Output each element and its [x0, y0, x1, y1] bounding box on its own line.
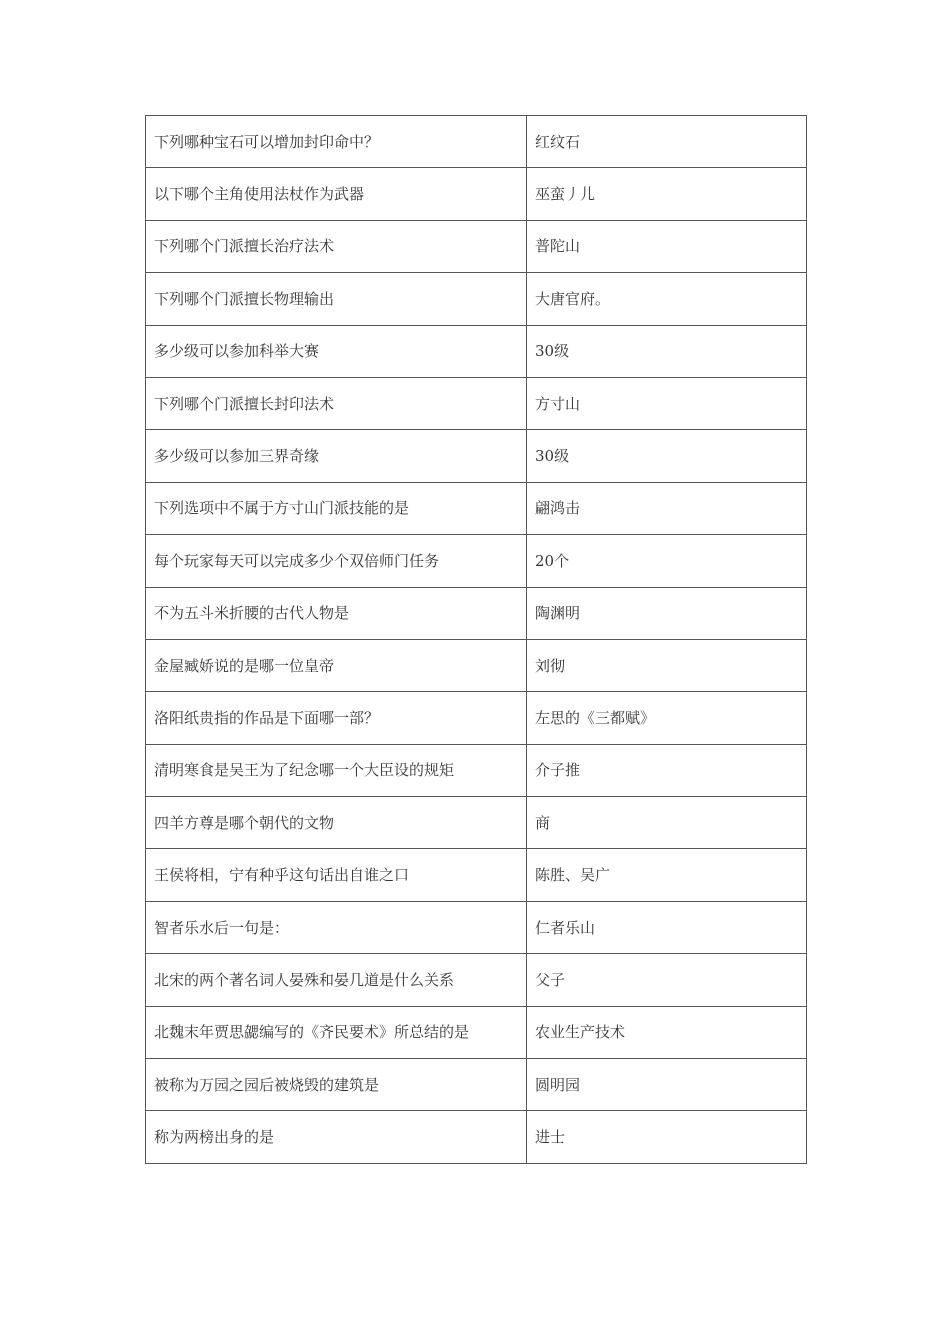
table-row	[146, 273, 807, 325]
question-cell: 下列哪种宝石可以增加封印命中？	[146, 116, 527, 168]
table-row	[146, 954, 807, 1006]
table-row	[146, 535, 807, 587]
answer-cell: 圆明园	[527, 1059, 807, 1111]
answer-cell: 陶渊明	[527, 587, 807, 639]
question-cell: 王侯将相，宁有种乎这句话出自谁之口	[146, 849, 527, 901]
question-cell: 金屋臧娇说的是哪一位皇帝	[146, 639, 527, 691]
qa-table	[145, 115, 807, 1164]
question-cell: 清明寒食是吴王为了纪念哪一个大臣设的规矩	[146, 744, 527, 796]
answer-cell: 介子推	[527, 744, 807, 796]
answer-cell: 30级	[527, 430, 807, 482]
question-cell: 以下哪个主角使用法杖作为武器	[146, 168, 527, 220]
answer-cell: 刘彻	[527, 639, 807, 691]
answer-cell: 30级	[527, 325, 807, 377]
table-row	[146, 639, 807, 691]
question-cell: 多少级可以参加三界奇缘	[146, 430, 527, 482]
table-row	[146, 797, 807, 849]
table-row	[146, 692, 807, 744]
table-row	[146, 430, 807, 482]
answer-cell: 巫蛮丿儿	[527, 168, 807, 220]
answer-cell: 商	[527, 797, 807, 849]
answer-cell: 仁者乐山	[527, 901, 807, 953]
answer-cell: 大唐官府。	[527, 273, 807, 325]
answer-cell: 普陀山	[527, 220, 807, 272]
table-row	[146, 744, 807, 796]
qa-table-body	[146, 116, 807, 1164]
answer-cell: 左思的《三都赋》	[527, 692, 807, 744]
table-row	[146, 220, 807, 272]
question-cell: 北魏末年贾思勰编写的《齐民要术》所总结的是	[146, 1006, 527, 1058]
table-row	[146, 168, 807, 220]
answer-cell: 农业生产技术	[527, 1006, 807, 1058]
question-cell: 北宋的两个著名词人晏殊和晏几道是什么关系	[146, 954, 527, 1006]
answer-cell: 方寸山	[527, 377, 807, 429]
table-row	[146, 116, 807, 168]
question-cell: 下列哪个门派擅长封印法术	[146, 377, 527, 429]
question-cell: 被称为万园之园后被烧毁的建筑是	[146, 1059, 527, 1111]
question-cell: 不为五斗米折腰的古代人物是	[146, 587, 527, 639]
answer-cell: 进士	[527, 1111, 807, 1163]
question-cell: 下列选项中不属于方寸山门派技能的是	[146, 482, 527, 534]
question-cell: 每个玩家每天可以完成多少个双倍师门任务	[146, 535, 527, 587]
answer-cell: 红纹石	[527, 116, 807, 168]
table-row	[146, 377, 807, 429]
table-row	[146, 482, 807, 534]
table-row	[146, 1111, 807, 1163]
table-row	[146, 849, 807, 901]
question-cell: 下列哪个门派擅长物理输出	[146, 273, 527, 325]
table-row	[146, 1059, 807, 1111]
question-cell: 下列哪个门派擅长治疗法术	[146, 220, 527, 272]
table-row	[146, 1006, 807, 1058]
question-cell: 洛阳纸贵指的作品是下面哪一部？	[146, 692, 527, 744]
question-cell: 智者乐水后一句是：	[146, 901, 527, 953]
question-cell: 四羊方尊是哪个朝代的文物	[146, 797, 527, 849]
question-cell: 多少级可以参加科举大赛	[146, 325, 527, 377]
table-row	[146, 587, 807, 639]
answer-cell: 翩鸿击	[527, 482, 807, 534]
table-row	[146, 325, 807, 377]
table-row	[146, 901, 807, 953]
answer-cell: 父子	[527, 954, 807, 1006]
answer-cell: 20个	[527, 535, 807, 587]
answer-cell: 陈胜、吴广	[527, 849, 807, 901]
question-cell: 称为两榜出身的是	[146, 1111, 527, 1163]
